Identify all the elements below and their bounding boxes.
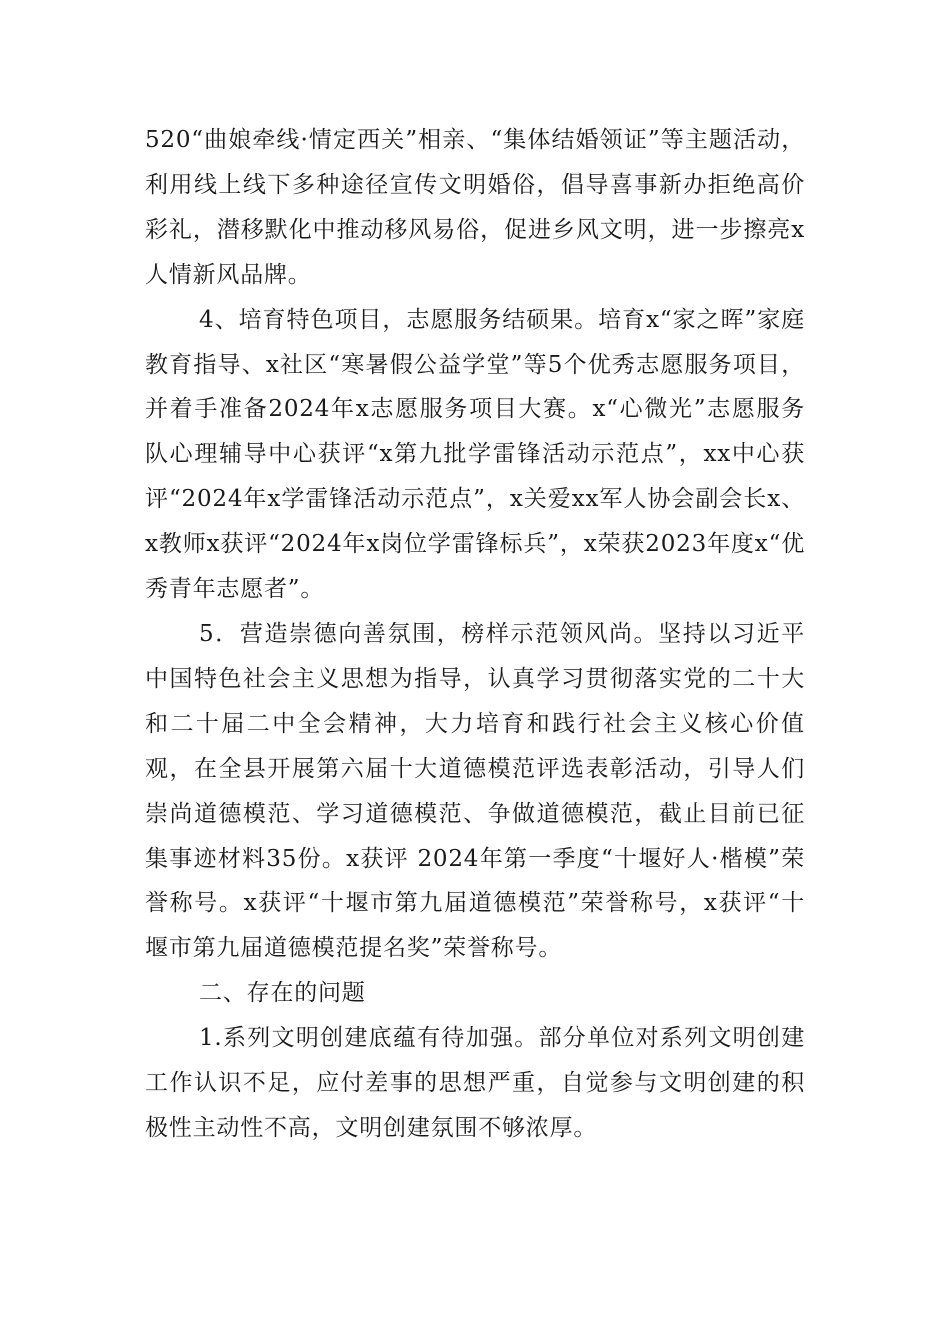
paragraph-volunteer-projects: 4、培育特色项目，志愿服务结硕果。培育x“家之晖”家庭教育指导、x社区“寒暑假公益学堂”等5个优秀志愿服务项目，并着手准备2024年x志愿服务项目大赛。x“心微光”志愿服务队心理辅导中心获评“x第九批学雷锋活动示范点”，xx中心获评“2024年x学雷锋活动示范点”，x关爱xx军人协会副会长x、x教师x获评“2024年x岗位学雷锋标兵”，x荣获2023年度x“优秀青年志愿者”。 xyxy=(145,306,805,603)
paragraph-wedding-customs: 520“曲娘牵线·情定西关”相亲、“集体结婚领证”等主题活动，利用线上线下多种途径宣传文明婚俗，倡导喜事新办拒绝高价彩礼，潜移默化中推动移风易俗，促进乡风文明，进一步擦亮x人情新风品牌。 xyxy=(145,127,805,288)
section-heading-problems: 二、存在的问题 xyxy=(199,980,366,1007)
document-body xyxy=(145,118,805,1151)
paragraph-problem-1: 1.系列文明创建底蕴有待加强。部分单位对系列文明创建工作认识不足，应付差事的思想严重，自觉参与文明创建的积极性主动性不高，文明创建氛围不够浓厚。 xyxy=(145,1025,805,1141)
paragraph-moral-models: 5．营造崇德向善氛围，榜样示范领风尚。坚持以习近平中国特色社会主义思想为指导，认真学习贯彻落实党的二十大和二十届二中全会精神，大力培育和践行社会主义核心价值观，在全县开展第六届十大道德模范评选表彰活动，引导人们崇尚道德模范、学习道德模范、争做道德模范，截止目前已征集事迹材料35份。x获评 2024年第一季度“十堰好人·楷模”荣誉称号。x获评“十堰市第九届道德模范”荣誉称号，x获评“十堰市第九届道德模范提名奖”荣誉称号。 xyxy=(145,620,805,962)
